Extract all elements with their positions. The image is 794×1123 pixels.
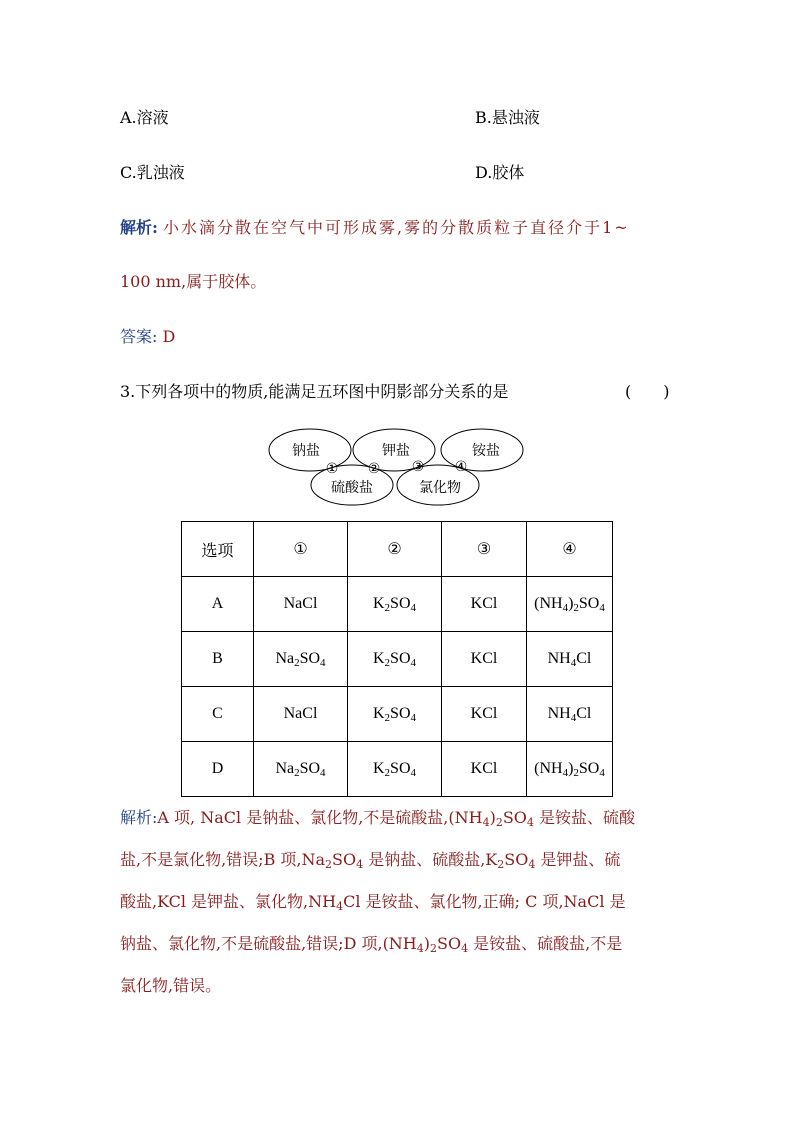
formula-cell: KCl <box>442 687 527 742</box>
five-ring-venn-diagram <box>268 428 526 508</box>
option-d: D.胶体 <box>475 163 525 182</box>
label-ammonium-salt: 铵盐 <box>472 443 500 459</box>
label-chloride: 氯化物 <box>419 480 461 496</box>
formula-cell: $K_2SO_4$ <box>348 742 442 797</box>
region-4-marker: ④ <box>454 459 468 475</box>
table-row <box>182 632 613 687</box>
row-label: B <box>182 632 254 687</box>
formula-cell: KCl <box>442 577 527 632</box>
table-row <box>182 742 613 797</box>
formula-cell: NaCl <box>254 687 348 742</box>
formula-cell: $(NH_4)_2SO_4$ <box>527 577 613 632</box>
table-row <box>182 687 613 742</box>
region-1-marker: ① <box>325 461 339 477</box>
formula-cell: $NH_4Cl$ <box>527 687 613 742</box>
formula-cell: $K_2SO_4$ <box>348 687 442 742</box>
formula-cell: KCl <box>442 632 527 687</box>
analysis-3-line-5: 氯化物,错误。 <box>120 976 222 995</box>
analysis-text: 小水滴分散在空气中可形成雾,雾的分散质粒子直径介于1~ <box>163 218 630 237</box>
row-label: A <box>182 577 254 632</box>
answer-value: D <box>162 327 176 346</box>
formula-cell: $(NH_4)_2SO_4$ <box>527 742 613 797</box>
formula-cell: $K_2SO_4$ <box>348 577 442 632</box>
option-a: A.溶液 <box>120 108 169 127</box>
answer-1 <box>120 325 175 349</box>
options-table <box>181 521 613 797</box>
analysis-3-line-3: 酸盐,KCl 是钾盐、氯化物$,NH_4Cl$ 是铵盐、氯化物,正确; C 项,NaCl 是 <box>120 892 626 913</box>
header-cell: ④ <box>527 522 613 577</box>
row-label: C <box>182 687 254 742</box>
analysis-1-line-1 <box>120 216 630 240</box>
answer-label: 答案: <box>120 327 158 346</box>
header-cell: ① <box>254 522 348 577</box>
answer-blank: ( ) <box>625 382 670 401</box>
row-label: D <box>182 742 254 797</box>
region-3-marker: ③ <box>411 459 425 475</box>
table-header-row <box>182 522 613 577</box>
formula-cell: $K_2SO_4$ <box>348 632 442 687</box>
formula-cell: KCl <box>442 742 527 797</box>
header-cell: ② <box>348 522 442 577</box>
analysis-3-line-4: 钠盐、氯化物,不是硫酸盐,错误;D 项$,(NH_4)_2SO_4$ 是铵盐、硫酸盐,不是 <box>120 934 623 955</box>
header-cell: ③ <box>442 522 527 577</box>
label-sodium-salt: 钠盐 <box>292 443 320 459</box>
option-b: B.悬浊液 <box>475 108 540 127</box>
formula-cell: $Na_2SO_4$ <box>254 632 348 687</box>
analysis-label: 解析: <box>120 218 158 237</box>
formula-cell: $Na_2SO_4$ <box>254 742 348 797</box>
header-cell: 选项 <box>182 522 254 577</box>
formula-cell: NaCl <box>254 577 348 632</box>
analysis-3-line-1: 解析:A 项, NaCl 是钠盐、氯化物,不是硫酸盐$,(NH_4)_2SO_4$ 是铵盐、硫酸 <box>120 808 635 829</box>
analysis-1-line-2: 100 nm,属于胶体。 <box>120 272 267 291</box>
analysis-label: 解析: <box>120 808 158 827</box>
label-potassium-salt: 钾盐 <box>382 443 410 459</box>
region-2-marker: ② <box>367 461 381 477</box>
table-row <box>182 577 613 632</box>
formula-cell: $NH_4Cl$ <box>527 632 613 687</box>
analysis-3-line-2: 盐,不是氯化物,错误;B 项$,Na_2SO_4$ 是钠盐、硫酸盐$,K_2SO_4$ 是钾盐、硫 <box>120 850 621 871</box>
option-c: C.乳浊液 <box>120 163 185 182</box>
label-sulfate: 硫酸盐 <box>331 480 373 496</box>
question-3-text: 3.下列各项中的物质,能满足五环图中阴影部分关系的是 <box>120 382 509 401</box>
